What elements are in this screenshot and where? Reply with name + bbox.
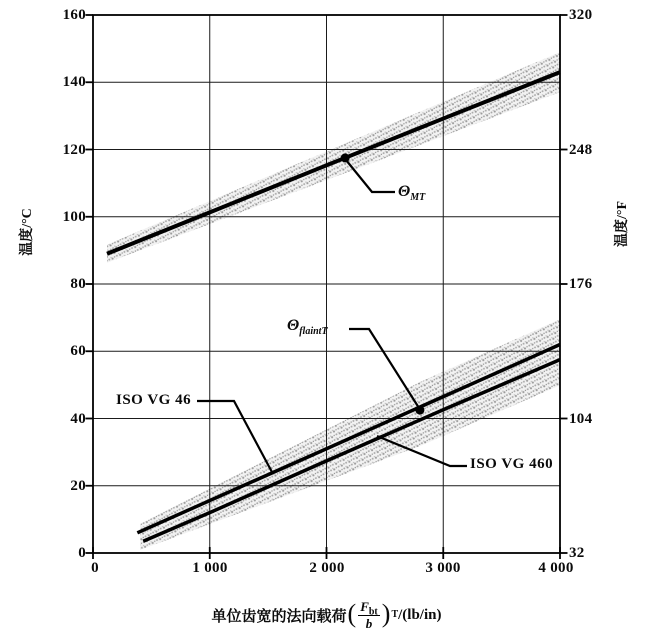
- bottom-tick-label: 1 000: [192, 560, 228, 576]
- left-tick-label: 140: [62, 74, 86, 90]
- annotation-dot: [341, 153, 350, 162]
- theta-mt-label: $\Theta_{MT}$: [398, 183, 426, 204]
- right-tick-label: 248: [569, 142, 593, 158]
- theta-flank-label: $\Theta_{flaintT}$: [287, 317, 328, 338]
- open-paren: (: [347, 599, 357, 628]
- left-tick-label: 100: [62, 209, 86, 225]
- iso-vg-460-label: ISO VG 460: [470, 456, 554, 472]
- right-axis-title: 温度/°F: [615, 200, 630, 248]
- series-line: [107, 72, 560, 254]
- left-tick-label: 40: [70, 411, 86, 427]
- annotation-dot: [415, 406, 424, 415]
- iso-vg-46-label: ISO VG 46: [116, 392, 192, 408]
- scatter-band: [107, 52, 560, 263]
- bottom-tick-label: 0: [91, 560, 99, 576]
- right-tick-label: 32: [569, 545, 585, 561]
- series-line: [137, 345, 560, 533]
- x-axis-title: 单位齿宽的法向载荷 ( $\frac{F_{bt}}{b}$ ) T /(lb/in): [211, 599, 442, 631]
- bottom-tick-label: 3 000: [425, 560, 461, 576]
- close-paren: ): [381, 599, 391, 628]
- right-tick-label: 104: [569, 411, 593, 427]
- load-fraction: [358, 600, 380, 630]
- left-tick-label: 60: [70, 343, 86, 359]
- left-tick-label: 160: [62, 7, 86, 23]
- bottom-tick-label: 2 000: [309, 560, 345, 576]
- bottom-tick-label: 4 000: [538, 560, 574, 576]
- left-tick-label: 80: [70, 276, 86, 292]
- x-axis-title-units: /(lb/in): [398, 606, 442, 623]
- left-tick-label: 120: [62, 142, 86, 158]
- series-line: [143, 360, 560, 542]
- left-tick-label: 0: [78, 545, 86, 561]
- right-tick-label: 176: [569, 276, 593, 292]
- left-tick-label: 20: [70, 478, 86, 494]
- fraction-denominator: b: [365, 616, 373, 631]
- x-axis-title-text: 单位齿宽的法向载荷: [211, 608, 347, 625]
- left-axis-title: 温度/°C: [20, 208, 35, 256]
- fraction-numerator: $F_{bt}$: [360, 599, 378, 618]
- right-tick-label: 320: [569, 7, 593, 23]
